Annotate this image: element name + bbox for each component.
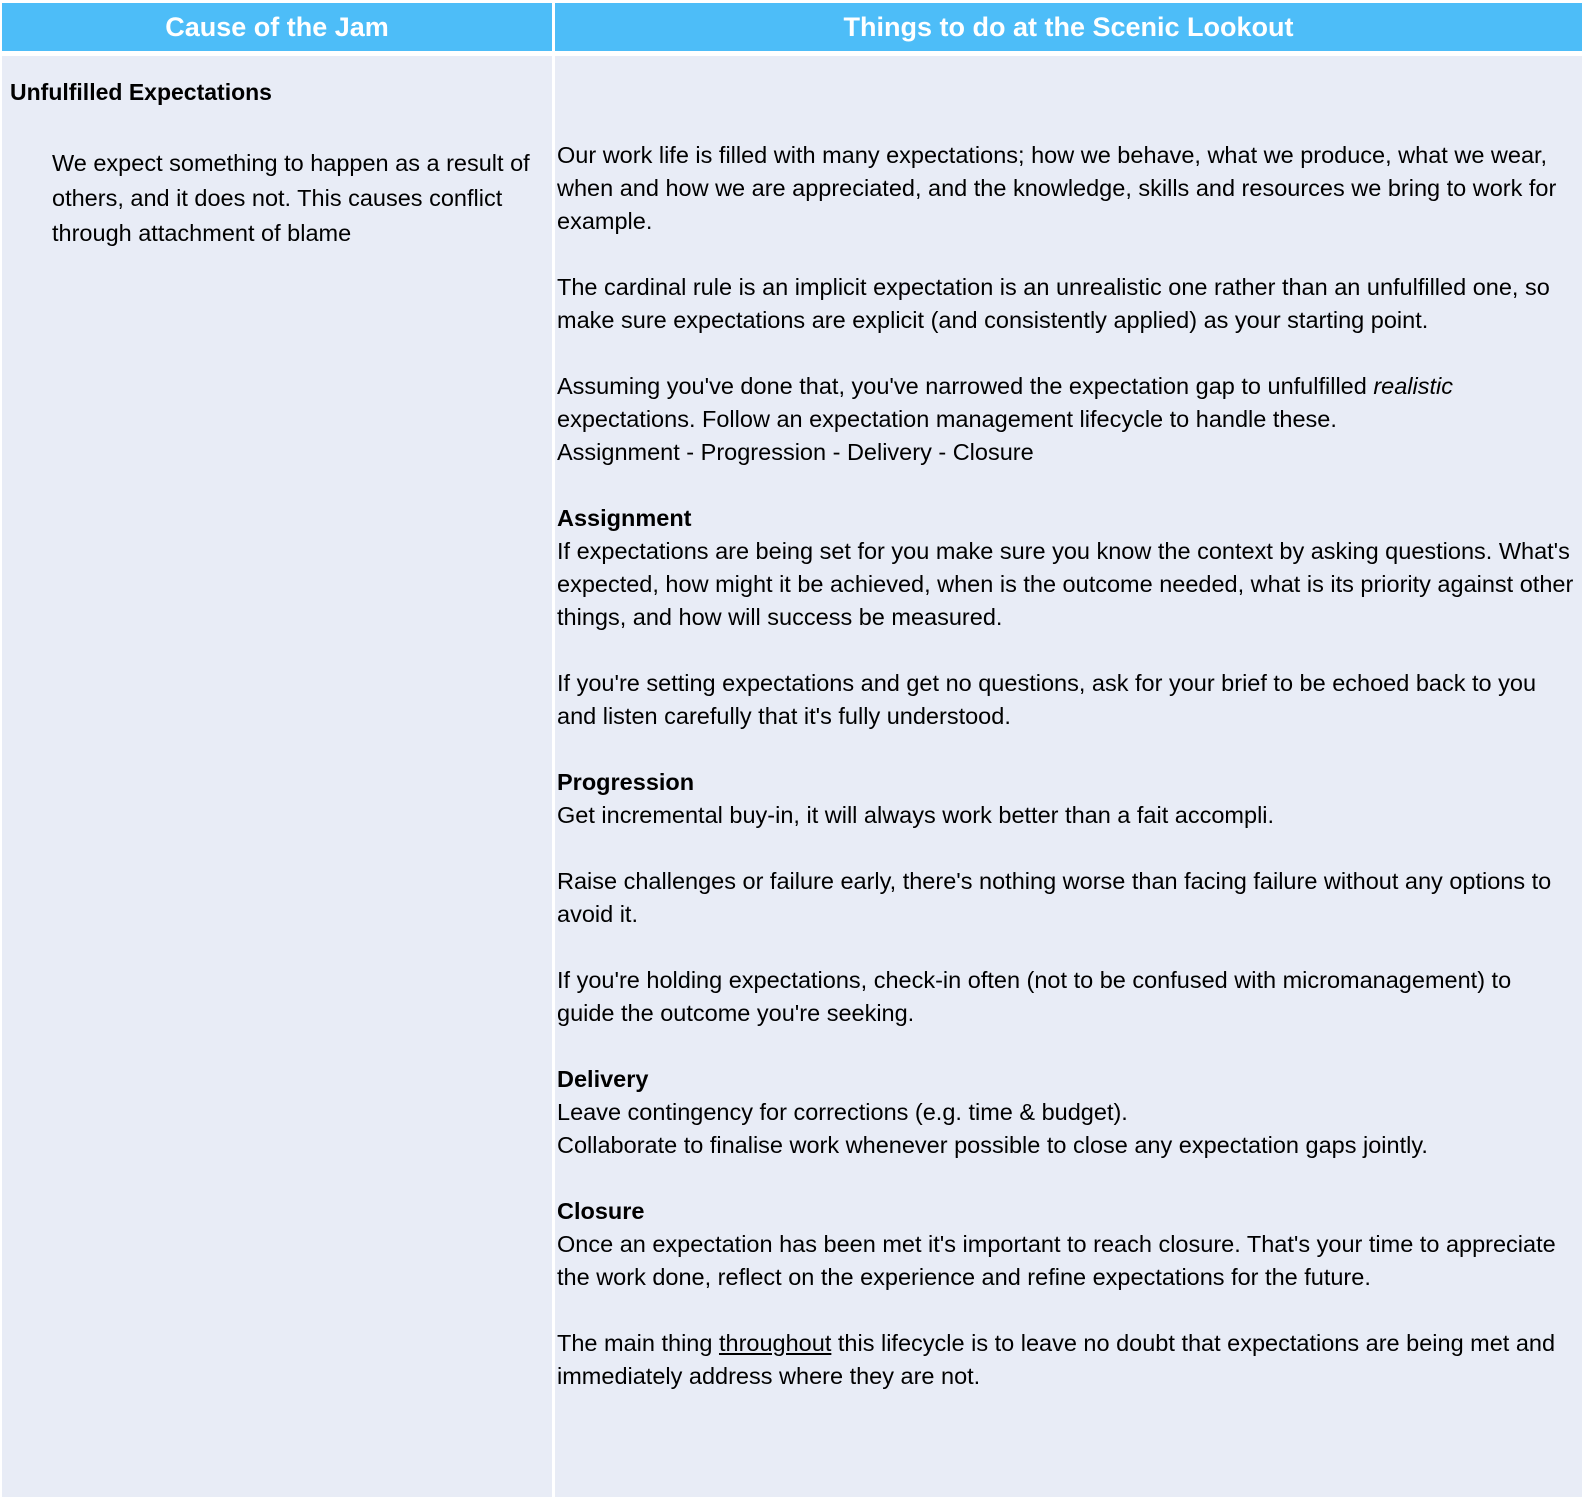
- progression-text: Get incremental buy-in, it will always work better than a fait accompli.: [557, 802, 1275, 828]
- column-divider: [552, 56, 555, 1497]
- progression-paragraph-3: If you're holding expectations, check-in often (not to be confused with micromanagement) to guide the outcome you're seeking.: [557, 967, 1512, 1026]
- final-text-2: this lifecycle is to leave no doubt that expectations are being met and immediately address where they are not.: [557, 1330, 1556, 1389]
- delivery-line-1: Leave contingency for corrections (e.g. time & budget).: [557, 1099, 1128, 1125]
- closure-section: [557, 1195, 1575, 1294]
- cause-description: We expect something to happen as a result of others, and it does not. This causes conflict through attachment of blame: [52, 150, 530, 246]
- assignment-paragraph-2: If you're setting expectations and get no questions, ask for your brief to be echoed back to you and listen carefully that it's fully understood.: [557, 670, 1537, 729]
- closure-text: Once an expectation has been met it's important to reach closure. That's your time to appreciate the work done, reflect on the experience and refine expectations for the future.: [557, 1231, 1556, 1290]
- header-cause-of-the-jam: Cause of the Jam: [165, 12, 389, 42]
- cause-title: Unfulfilled Expectations: [10, 79, 272, 105]
- realistic-emphasis: realistic: [1373, 373, 1453, 399]
- assignment-text: If expectations are being set for you make sure you know the context by asking questions. What's expected, how might it be achieved, when is the outcome needed, what is its priority against other things, and how will success be measured.: [557, 538, 1574, 630]
- progression-paragraph-2: Raise challenges or failure early, there's nothing worse than facing failure without any options to avoid it.: [557, 868, 1552, 927]
- lifecycle-stages: Assignment - Progression - Delivery - Closure: [557, 439, 1034, 465]
- throughout-emphasis: throughout: [718, 1330, 832, 1356]
- content-table: [2, 3, 1582, 1497]
- assignment-section: [557, 502, 1575, 634]
- assignment-title: Assignment: [557, 505, 692, 531]
- lookout-column: [557, 139, 1575, 1393]
- lifecycle-paragraph: [557, 370, 1575, 469]
- progression-title: Progression: [557, 769, 695, 795]
- final-paragraph: [557, 1327, 1575, 1393]
- delivery-line-2: Collaborate to finalise work whenever possible to close any expectation gaps jointly.: [557, 1132, 1428, 1158]
- table-header: [2, 3, 1582, 51]
- delivery-section: [557, 1063, 1575, 1162]
- cardinal-rule-paragraph: The cardinal rule is an implicit expectation is an unrealistic one rather than an unfulfilled one, so make sure expectations are explicit (and consistently applied) as your starting point.: [557, 274, 1550, 333]
- delivery-title: Delivery: [557, 1066, 649, 1092]
- header-separator: [2, 51, 1582, 56]
- assuming-text-1: Assuming you've done that, you've narrowed the expectation gap to unfulfilled: [557, 373, 1374, 399]
- progression-section: [557, 766, 1575, 832]
- assuming-text-2: expectations. Follow an expectation management lifecycle to handle these.: [557, 406, 1337, 432]
- intro-paragraph: Our work life is filled with many expectations; how we behave, what we produce, what we wear, when and how we are appreciated, and the knowledge, skills and resources we bring to work for example.: [557, 142, 1557, 234]
- final-text-1: The main thing: [557, 1330, 719, 1356]
- closure-title: Closure: [557, 1198, 645, 1224]
- header-things-to-do: Things to do at the Scenic Lookout: [843, 12, 1294, 42]
